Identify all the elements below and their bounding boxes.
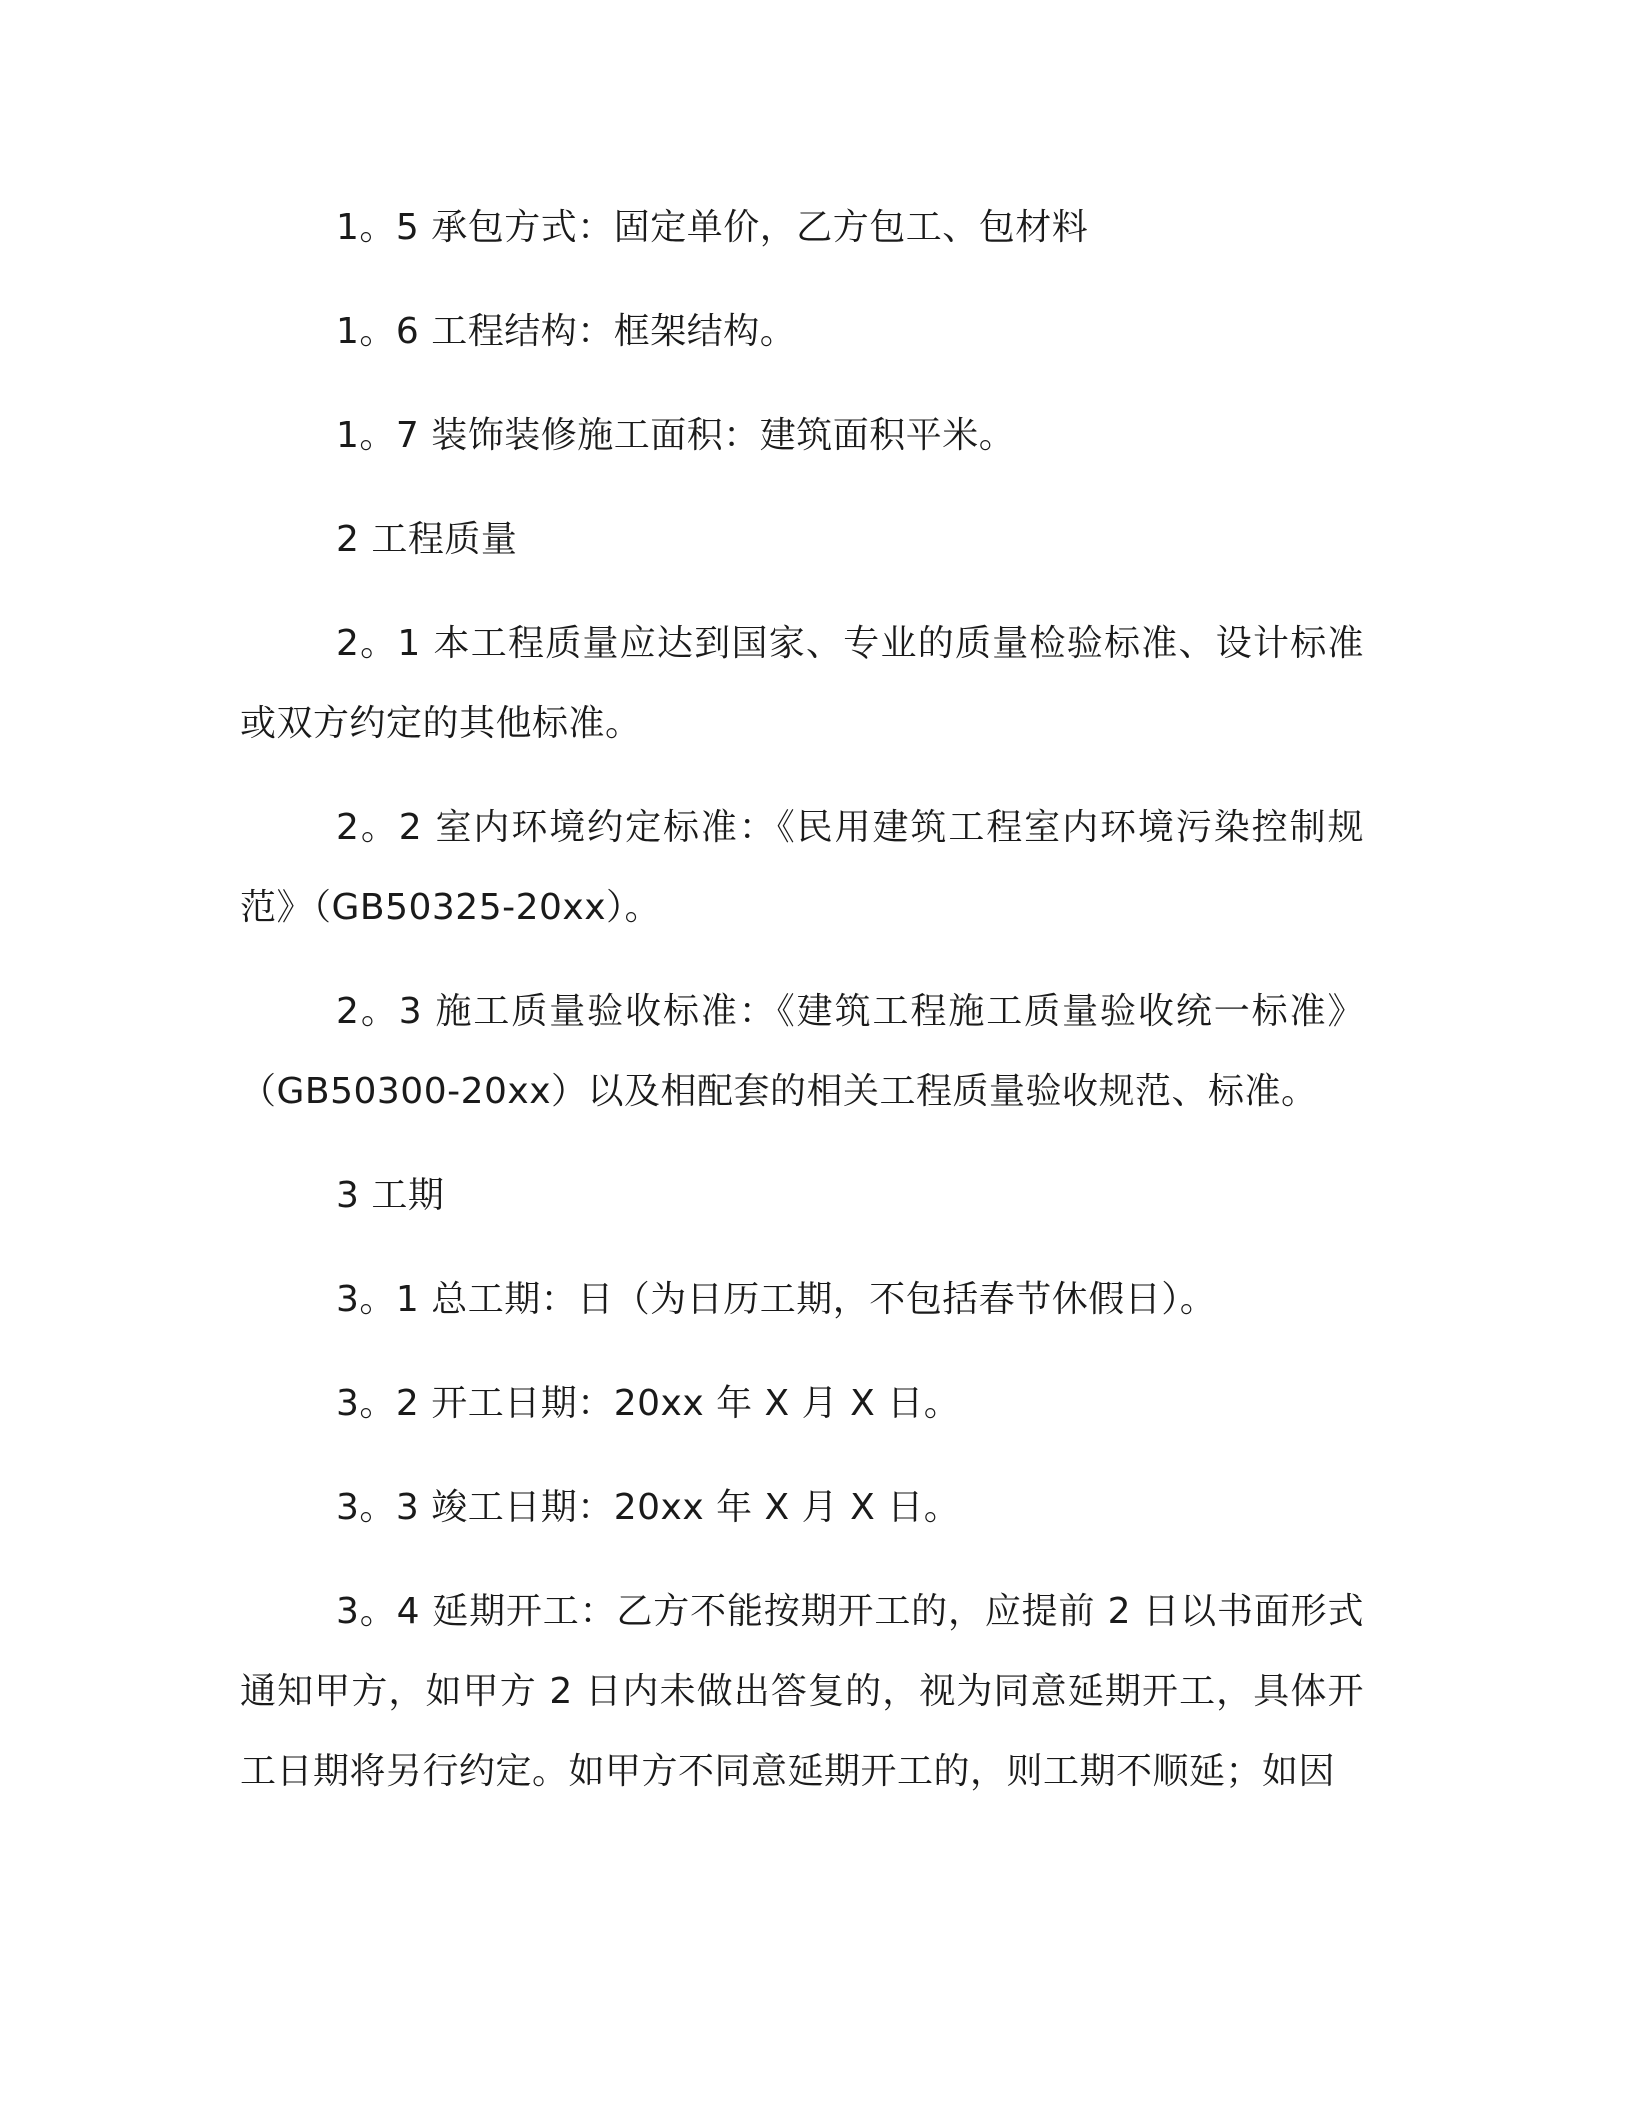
clause-1-5-contract-method: 1。5 承包方式：固定单价，乙方包工、包材料 <box>336 207 1089 248</box>
clause-1-6-structure: 1。6 工程结构：框架结构。 <box>336 311 797 352</box>
clause-2-3-acceptance-standard: 2。3 施工质量验收标准：《建筑工程施工质量验收统一标准》（GB50300-20xx）以及相配套的相关工程质量验收规范、标准。 <box>240 991 1364 1112</box>
document-body <box>240 188 1364 1836</box>
section-2-heading: 2 工程质量 <box>336 519 518 560</box>
clause-3-2-start-date: 3。2 开工日期：20xx 年 X 月 X 日。 <box>336 1383 961 1424</box>
clause-2-2-indoor-environment: 2。2 室内环境约定标准：《民用建筑工程室内环境污染控制规范》（GB50325-20xx）。 <box>240 807 1364 928</box>
clause-2-1-quality: 2。1 本工程质量应达到国家、专业的质量检验标准、设计标准或双方约定的其他标准。 <box>240 623 1364 744</box>
clause-1-7-area: 1。7 装饰装修施工面积：建筑面积平米。 <box>336 415 1016 456</box>
clause-3-1-total-duration: 3。1 总工期：日（为日历工期，不包括春节休假日）。 <box>336 1279 1217 1320</box>
clause-3-4-delayed-start: 3。4 延期开工：乙方不能按期开工的，应提前 2 日以书面形式通知甲方，如甲方 2 日内未做出答复的，视为同意延期开工，具体开工日期将另行约定。如甲方不同意延期开工的，则工期不顺延；如因 <box>240 1591 1364 1792</box>
clause-3-3-completion-date: 3。3 竣工日期：20xx 年 X 月 X 日。 <box>336 1487 961 1528</box>
section-3-heading: 3 工期 <box>336 1175 445 1216</box>
